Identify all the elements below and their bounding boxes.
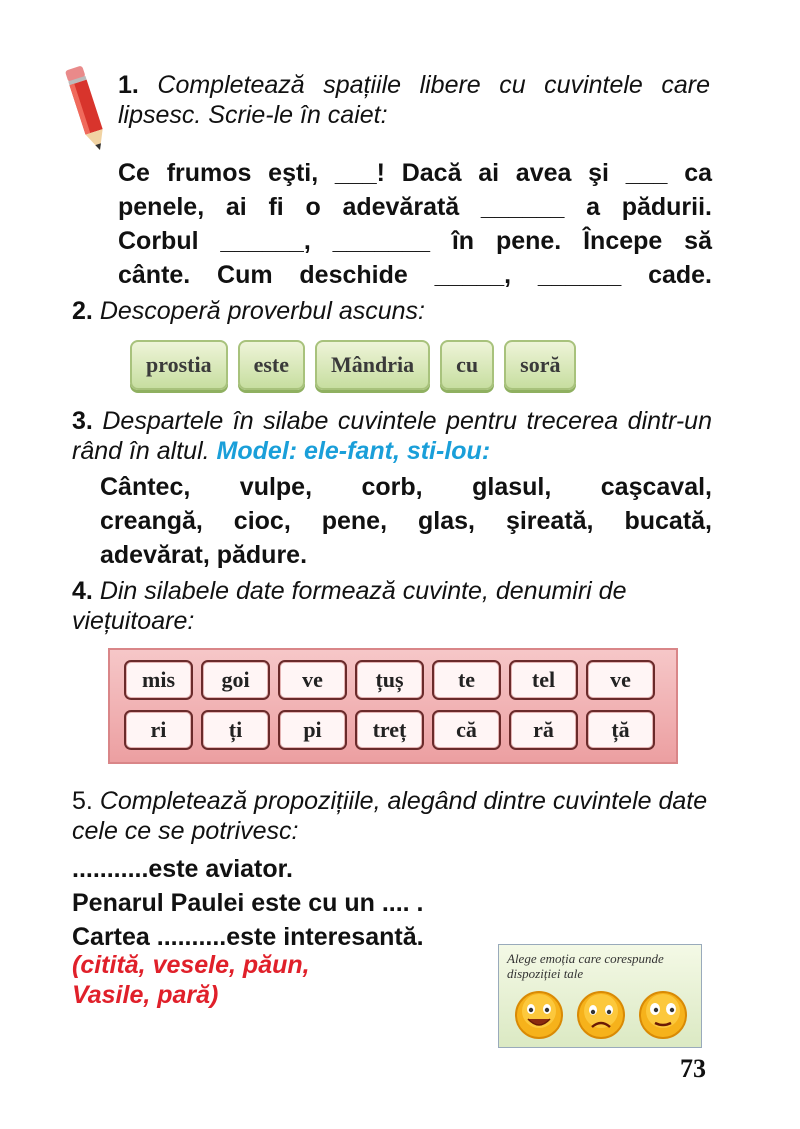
exercise-4-instruction-text: Din silabele date formează cuvinte, denumiri de viețuitoare:: [72, 577, 627, 635]
syllable-row-1: [124, 660, 655, 700]
exercise-5-number: 5.: [72, 787, 93, 815]
exercise-4-number: 4.: [72, 577, 93, 605]
word-tile[interactable]: este: [238, 340, 305, 390]
syllable-tile[interactable]: țuș: [355, 660, 424, 700]
neutral-face-icon[interactable]: [637, 989, 689, 1041]
exercise-5-options-line: (citită, vesele, păun,: [72, 951, 310, 979]
emotion-box: [498, 944, 702, 1048]
exercise-4-instruction: [72, 576, 712, 636]
happy-face-icon[interactable]: [513, 989, 565, 1041]
syllable-tile[interactable]: pi: [278, 710, 347, 750]
page-number: 73: [680, 1054, 706, 1083]
exercise-3-instruction: [72, 406, 712, 466]
exercise-3-number: 3.: [72, 407, 93, 435]
syllable-tile[interactable]: goi: [201, 660, 270, 700]
exercise-5-sentence: Cartea ..........este interesantă.: [72, 923, 424, 951]
exercise-3-instruction-text: Despartele în silabe cuvintele pentru trecerea dintr-un rând în altul.: [72, 407, 712, 465]
exercise-5-sentence: Penarul Paulei este cu un .... .: [72, 889, 424, 917]
pencil-icon: [62, 62, 112, 158]
exercise-1-line: Corbul ______, _______ în pene. Începe să: [118, 227, 712, 255]
exercise-1-instruction: [118, 70, 710, 130]
syllable-tile[interactable]: ță: [586, 710, 655, 750]
syllable-tile[interactable]: ră: [509, 710, 578, 750]
word-tile[interactable]: Mândria: [315, 340, 430, 390]
exercise-1-text: [118, 156, 712, 292]
exercise-3-model: Model: ele-fant, sti-lou:: [216, 437, 491, 465]
exercise-2-instruction: [72, 296, 712, 326]
exercise-2-instruction-text: Descoperă proverbul ascuns:: [99, 297, 425, 325]
word-tile[interactable]: prostia: [130, 340, 228, 390]
syllable-tile[interactable]: ve: [586, 660, 655, 700]
exercise-5-instruction: [72, 786, 712, 846]
exercise-5-sentence: ...........este aviator.: [72, 855, 293, 883]
syllable-tile[interactable]: ri: [124, 710, 193, 750]
exercise-5-sentences: [72, 852, 512, 954]
syllable-tile[interactable]: că: [432, 710, 501, 750]
syllable-panel: [108, 648, 678, 764]
syllable-tile[interactable]: mis: [124, 660, 193, 700]
exercise-5-options-line: Vasile, pară): [72, 981, 219, 1009]
exercise-5-instruction-text: Completează propozițiile, alegând dintre cuvintele date cele ce se potrivesc:: [72, 787, 708, 845]
word-tile[interactable]: cu: [440, 340, 494, 390]
exercise-1-number: 1.: [118, 71, 139, 99]
proverb-tiles: [130, 340, 576, 392]
sad-face-icon[interactable]: [575, 989, 627, 1041]
word-tile[interactable]: soră: [504, 340, 576, 390]
emotion-caption: Alege emoția care corespunde dispoziției tale: [507, 951, 664, 981]
exercise-2-number: 2.: [72, 297, 93, 325]
syllable-tile[interactable]: ți: [201, 710, 270, 750]
syllable-tile[interactable]: ve: [278, 660, 347, 700]
exercise-1-line: cânte. Cum deschide _____, ______ cade.: [118, 261, 712, 289]
exercise-1-line: penele, ai fi o adevărată ______ a pădurii.: [118, 193, 712, 221]
syllable-row-2: [124, 710, 655, 750]
exercise-1-instruction-text: Completează spațiile libere cu cuvintele care lipsesc. Scrie-le în caiet:: [118, 71, 710, 129]
syllable-tile[interactable]: te: [432, 660, 501, 700]
syllable-tile[interactable]: tel: [509, 660, 578, 700]
exercise-3-word-line: Cântec, vulpe, corb, glasul, caşcaval,: [100, 473, 712, 501]
exercise-3-word-line: creangă, cioc, pene, glas, şireată, bucată,: [100, 507, 712, 535]
exercise-3-word-line: adevărat, pădure.: [100, 541, 308, 569]
syllable-tile[interactable]: treț: [355, 710, 424, 750]
exercise-5-options: [72, 950, 310, 1010]
exercise-1-line: Ce frumos eşti, ___! Dacă ai avea şi ___ ca: [118, 159, 712, 187]
exercise-3-words: [100, 470, 712, 572]
